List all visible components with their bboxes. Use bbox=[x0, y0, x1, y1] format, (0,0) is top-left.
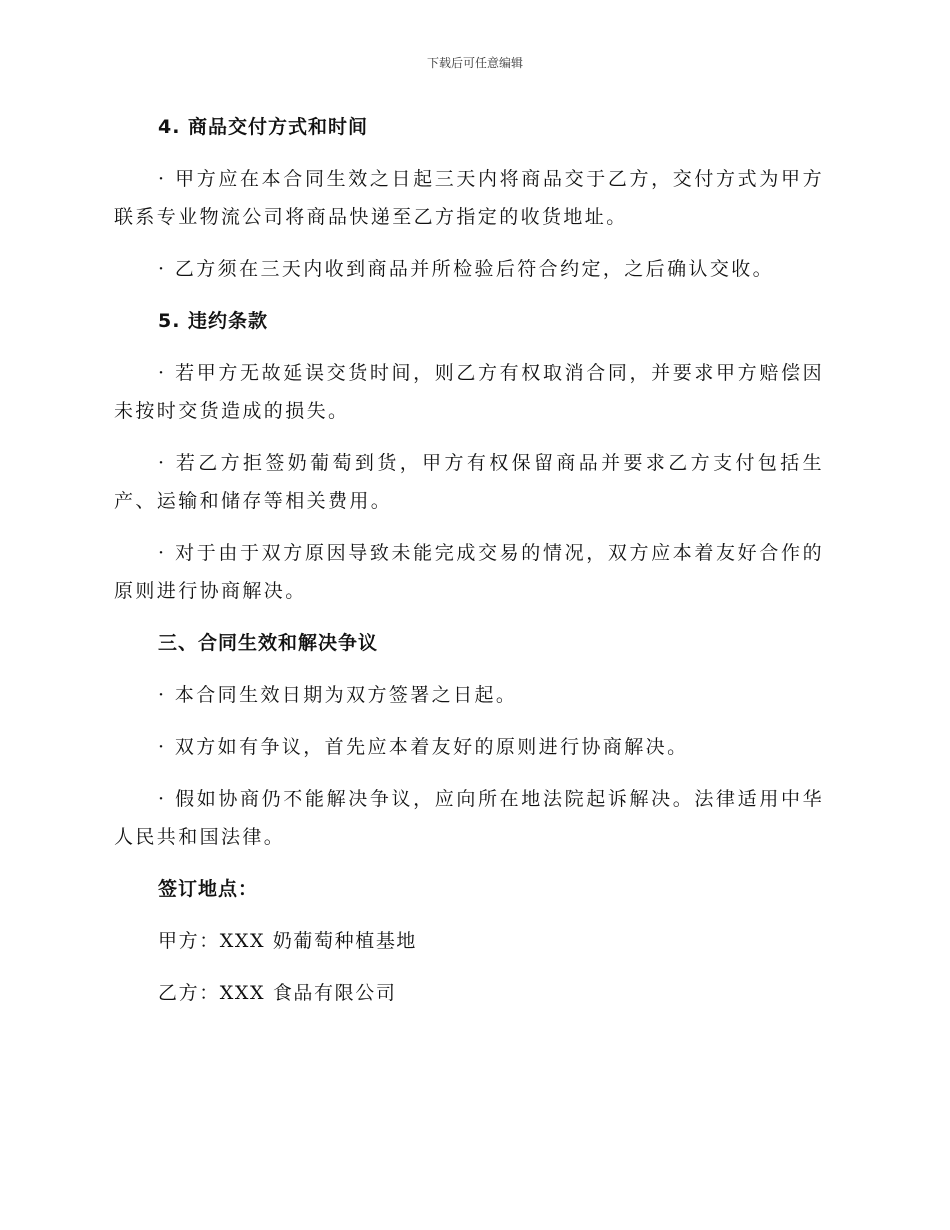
section-5-item-2: · 若乙方拒签奶葡萄到货，甲方有权保留商品并要求乙方支付包括生产、运输和储存等相关费用。 bbox=[114, 452, 824, 512]
section-3-item-2: · 双方如有争议，首先应本着友好的原则进行协商解决。 bbox=[158, 736, 689, 758]
section-3-item-1: · 本合同生效日期为双方签署之日起。 bbox=[158, 684, 518, 706]
section-4-item-2: · 乙方须在三天内收到商品并所检验后符合约定，之后确认交收。 bbox=[158, 258, 775, 280]
section-5-item-1: · 若甲方无故延误交货时间，则乙方有权取消合同，并要求甲方赔偿因未按时交货造成的损失。 bbox=[114, 362, 824, 422]
section-3-item-3: · 假如协商仍不能解决争议，应向所在地法院起诉解决。法律适用中华人民共和国法律。 bbox=[114, 788, 824, 848]
document-body bbox=[114, 108, 824, 1026]
header-note: 下载后可任意编辑 bbox=[426, 56, 523, 70]
signing-title: 签订地点： bbox=[158, 878, 259, 900]
party-a: 甲方：XXX 奶葡萄种植基地 bbox=[158, 930, 418, 952]
section-5-title: 5. 违约条款 bbox=[158, 310, 269, 332]
section-3-title: 三、合同生效和解决争议 bbox=[158, 632, 379, 654]
section-4-title: 4. 商品交付方式和时间 bbox=[158, 116, 369, 138]
party-b: 乙方：XXX 食品有限公司 bbox=[158, 982, 397, 1004]
section-5-item-3: · 对于由于双方原因导致未能完成交易的情况，双方应本着友好合作的原则进行协商解决。 bbox=[114, 542, 824, 602]
section-4-item-1: · 甲方应在本合同生效之日起三天内将商品交于乙方，交付方式为甲方联系专业物流公司将商品快递至乙方指定的收货地址。 bbox=[114, 168, 824, 228]
